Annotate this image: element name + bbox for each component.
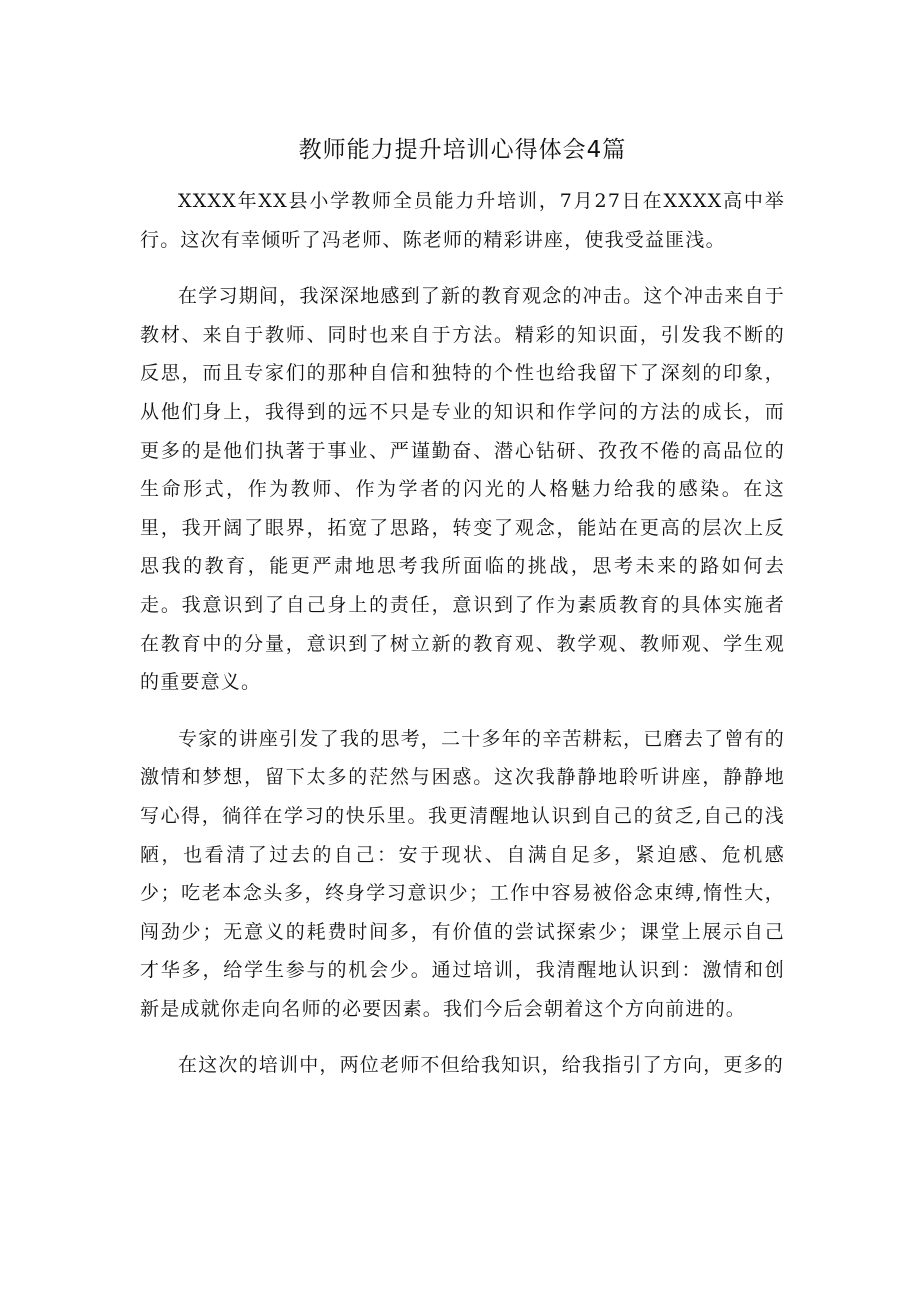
paragraph-2: 在学习期间，我深深地感到了新的教育观念的冲击。这个冲击来自于教材、来自于教师、同时也来自于方法。精彩的知识面，引发我不断的反思，而且专家们的那种自信和独特的个性也给我留下了深刻的印象，从他们身上，我得到的远不只是专业的知识和作学问的方法的成长，而更多的是他们执著于事业、严谨勤奋、潜心钻研、孜孜不倦的高品位的生命形式，作为教师、作为学者的闪光的人格魅力给我的感染。在这里，我开阔了眼界，拓宽了思路，转变了观念，能站在更高的层次上反思我的教育，能更严肃地思考我所面临的挑战，思考未来的路如何去走。我意识到了自己身上的责任，意识到了作为素质教育的具体实施者在教育中的分量，意识到了树立新的教育观、教学观、教师观、学生观的重要意义。 bbox=[140, 285, 785, 694]
paragraph-1: XXXX年XX县小学教师全员能力升培训，7月27日在XXXX高中举行。这次有幸倾听了冯老师、陈老师的精彩讲座，使我受益匪浅。 bbox=[140, 190, 785, 251]
document-page bbox=[140, 130, 785, 1085]
paragraph-4: 在这次的培训中，两位老师不但给我知识，给我指引了方向，更多的 bbox=[178, 1054, 785, 1077]
paragraph-3: 专家的讲座引发了我的思考，二十多年的辛苦耕耘，已磨去了曾有的激情和梦想，留下太多的茫然与困惑。这次我静静地聆听讲座，静静地写心得，徜徉在学习的快乐里。我更清醒地认识到自己的贫乏,自己的浅陋，也看清了过去的自己：安于现状、自满自足多，紧迫感、危机感少；吃老本念头多，终身学习意识少；工作中容易被俗念束缚,惰性大，闯劲少；无意义的耗费时间多，有价值的尝试探索少；课堂上展示自己才华多，给学生参与的机会少。通过培训，我清醒地认识到：激情和创新是成就你走向名师的必要因素。我们今后会朝着这个方向前进的。 bbox=[140, 727, 785, 1020]
document-title: 教师能力提升培训心得体会4篇 bbox=[298, 137, 627, 163]
